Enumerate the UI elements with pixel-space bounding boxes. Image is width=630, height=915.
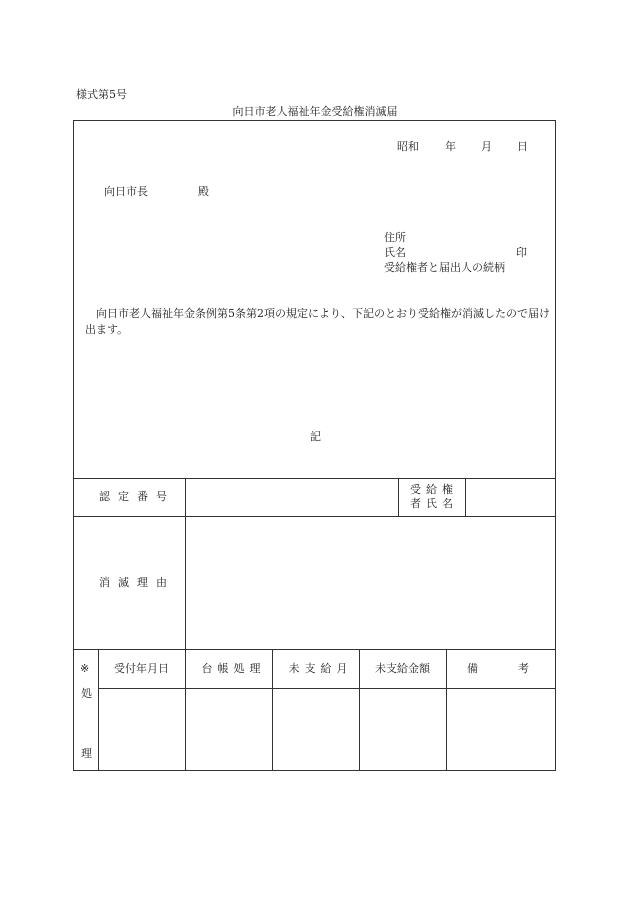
processing-remarks-field[interactable]	[447, 689, 555, 771]
reason-label: 消滅理由	[99, 575, 175, 589]
holder-name-label-line2: 者氏名	[410, 497, 458, 510]
date-era: 昭和	[397, 140, 419, 153]
addressee-honorific: 殿	[198, 185, 209, 198]
processing-side-label-bottom: 理	[81, 747, 92, 760]
form-number: 様式第5号	[76, 88, 127, 101]
date-month-label: 月	[481, 140, 492, 153]
processing-col-received-date: 受付年月日	[114, 661, 169, 675]
seal-label: 印	[516, 246, 527, 259]
note-heading: 記	[310, 430, 321, 443]
holder-name-label	[398, 478, 465, 516]
name-label: 氏名	[384, 246, 406, 259]
statement-text: 向日市老人福祉年金条例第5条第2項の規定により、下記のとおり受給権が消滅したので届け出ます。	[85, 307, 550, 336]
processing-side-label-top: 処	[81, 687, 92, 700]
holder-name-label-line1: 受給権	[410, 483, 458, 496]
address-label: 住所	[384, 231, 406, 244]
holder-name-field[interactable]	[466, 479, 555, 516]
document-title: 向日市老人福祉年金受給権消滅届	[232, 105, 398, 118]
processing-ledger-field[interactable]	[186, 689, 272, 771]
processing-received-date-field[interactable]	[99, 689, 185, 771]
addressee-name: 向日市長	[104, 185, 148, 198]
processing-unpaid-month-field[interactable]	[273, 689, 359, 771]
processing-col-unpaid-amount: 未支給金額	[375, 661, 430, 675]
cert-number-field[interactable]	[186, 479, 398, 516]
processing-mark: ※	[80, 662, 90, 675]
date-day-label: 日	[517, 140, 528, 153]
processing-unpaid-amount-field[interactable]	[360, 689, 446, 771]
reason-field[interactable]	[186, 517, 555, 649]
processing-col-ledger: 台帳処理	[201, 661, 266, 675]
processing-col-remarks: 備 考	[467, 661, 535, 675]
cert-number-label: 認定番号	[99, 490, 175, 503]
processing-col-unpaid-month: 未支給月	[288, 661, 353, 675]
date-year-label: 年	[445, 140, 456, 153]
relation-label: 受給権者と届出人の続柄	[384, 261, 505, 274]
